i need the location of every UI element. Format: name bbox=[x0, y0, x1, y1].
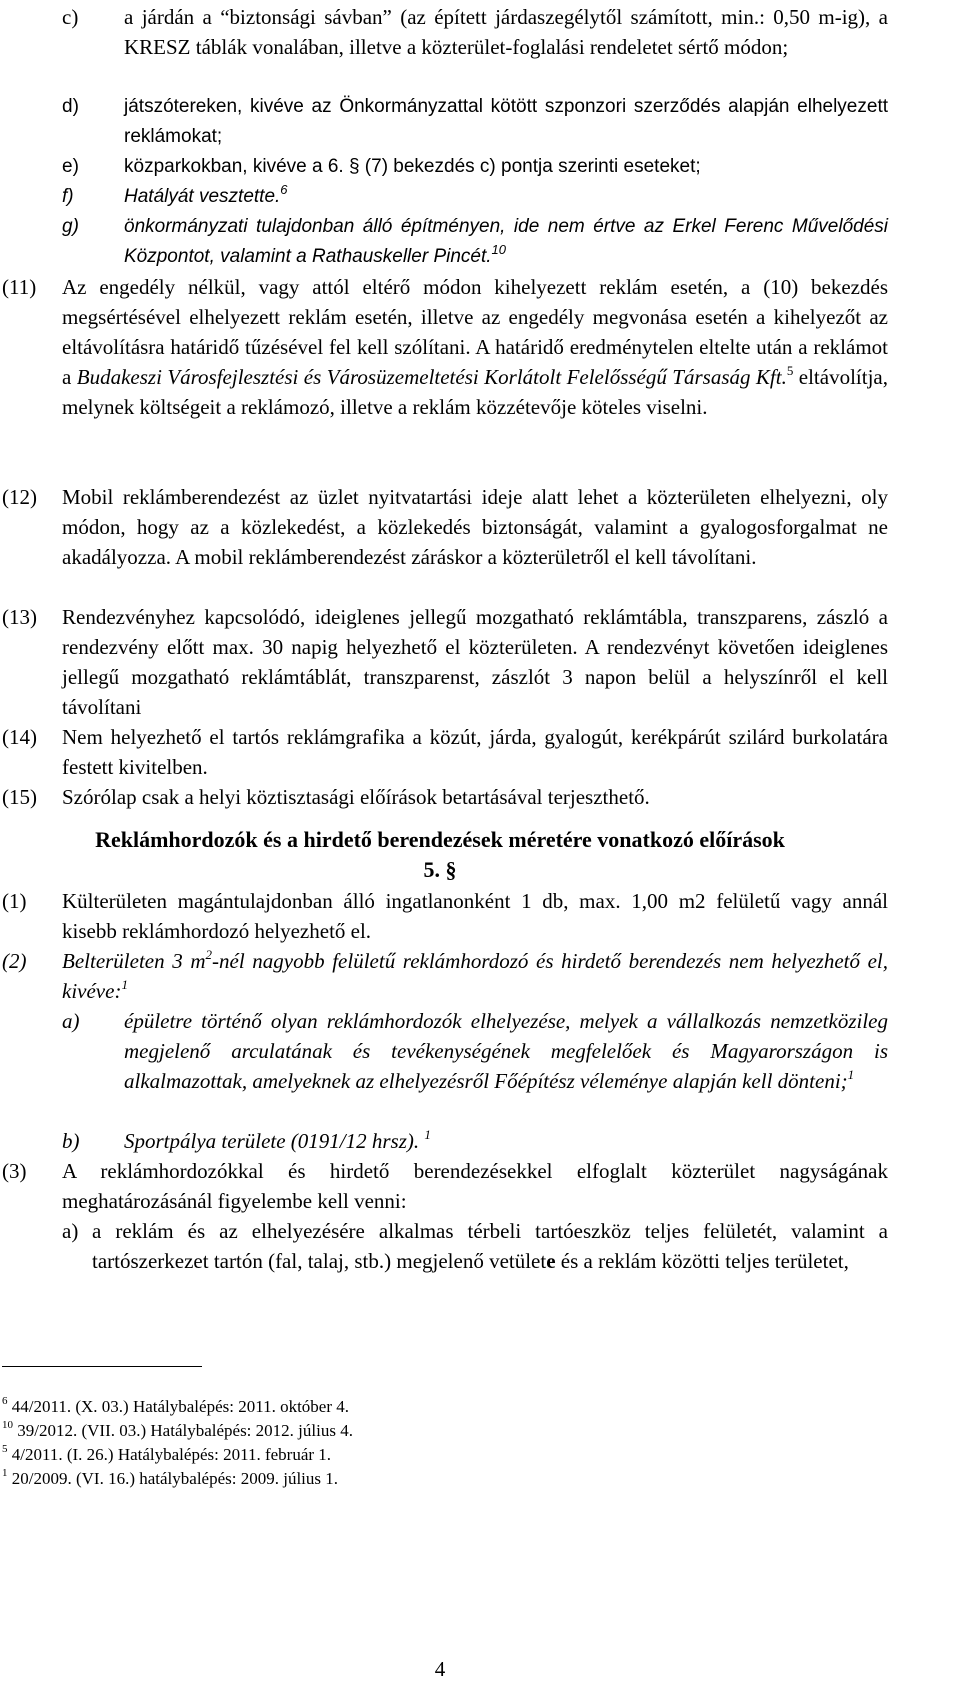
list-text: közparkokban, kivéve a 6. § (7) bekezdés c) pontja szerinti eseteket; bbox=[124, 156, 701, 177]
footnote-ref: 6 bbox=[280, 181, 288, 197]
footnote-ref: 10 bbox=[491, 241, 506, 257]
paragraph-label: (3) bbox=[2, 1159, 27, 1183]
footnote-ref: 5 bbox=[786, 363, 794, 378]
footnote: $^5$ 4/2011. (I. 26.) Hatálybalépés: 2011. február 1. bbox=[2, 1443, 332, 1464]
list-text: a reklám és az elhelyezésére alkalmas térbeli tartóeszköz teljes felületét, valamint a tartószerkezet tartón (fal, talaj, stb.) megjelenő vetülete és a reklám közötti teljes területet, bbox=[92, 1219, 888, 1273]
list-label: b) bbox=[62, 1129, 80, 1153]
list-text: önkormányzati tulajdonban álló építményen, ide nem értve az Erkel Ferenc Művelődési Központot, valamint a Rathauskeller Pincét.$^{10}$ bbox=[124, 216, 888, 267]
list-label: e) bbox=[62, 156, 79, 177]
section-number: 5. § bbox=[423, 857, 457, 882]
paragraph-text: Külterületen magántulajdonban álló ingatlanonként 1 db, max. 1,00 m2 felületű vagy annál kisebb reklámhordozó helyezhető el. bbox=[62, 889, 888, 943]
section-title: Reklámhordozók és a hirdető berendezések méretére vonatkozó előírások bbox=[95, 827, 785, 852]
footnote-ref: 1 bbox=[424, 1127, 431, 1142]
paragraph-label: (1) bbox=[2, 889, 27, 913]
paragraph-text: Belterületen 3 $m^2$-nél nagyobb felületű reklámhordozó és hirdető berendezés nem helyezhető el, kivéve:$^1$ bbox=[62, 947, 888, 1003]
footnote-ref: 1 bbox=[847, 1067, 855, 1082]
footnote-ref: 1 bbox=[121, 977, 128, 992]
list-text: a járdán a “biztonsági sávban” (az épített járdaszegélytől számított, min.: 0,50 m-ig), a KRESZ táblák vonalában, illetve a közterület-foglalási rendeletet sértő módon; bbox=[124, 5, 888, 59]
superscript: 2 bbox=[205, 947, 213, 962]
list-label: d) bbox=[62, 96, 79, 117]
paragraph-text: Szórólap csak a helyi köztisztasági előírások betartásával terjeszthető. bbox=[62, 785, 650, 809]
paragraph-label: (15) bbox=[2, 785, 37, 809]
page-number: 4 bbox=[434, 1657, 446, 1681]
paragraph-label: (2) bbox=[2, 949, 27, 973]
paragraph-text: A reklámhordozókkal és hirdető berendezésekkel elfoglalt közterület nagyságának meghatározásánál figyelembe kell venni: bbox=[62, 1159, 888, 1213]
list-label: f) bbox=[62, 186, 74, 207]
list-text: Hatályát vesztette.$^6$ bbox=[124, 181, 288, 207]
paragraph-text: Mobil reklámberendezést az üzlet nyitvatartási ideje alatt lehet a közterületen elhelyezni, oly módon, hogy az a közlekedést, a közlekedés biztonságát, valamint a gyalogosforgalmat ne akadályozza. A mobil reklámberendezést záráskor a közterületről el kell távolítani. bbox=[62, 485, 888, 569]
paragraph-text: Rendezvényhez kapcsolódó, ideiglenes jellegű mozgatható reklámtábla, transzparens, zászló a rendezvény előtt max. 30 napig helyezhető el közterületen. A rendezvényt követően ideiglenes jellegű mozgatható reklámtáblát, transzparenst, zászlót 3 napon belül a helyszínről el kell távolítani bbox=[62, 605, 888, 719]
paragraph-label: (11) bbox=[2, 275, 37, 299]
footnote: $^1$ 20/2009. (VI. 16.) hatálybalépés: 2009. július 1. bbox=[2, 1467, 339, 1488]
list-text: épületre történő olyan reklámhordozók elhelyezése, melyek a vállalkozás nemzetközileg megjelenő arculatának és tevékenységének megfelelőek és Magyarországon is alkalmazottak, amelyeknek az elhelyezésről Főépítész véleménye alapján kell dönteni;$^1$ bbox=[124, 1009, 888, 1093]
footnote-separator bbox=[2, 1366, 202, 1367]
footnote: $^6$ 44/2011. (X. 03.) Hatálybalépés: 2011. október 4. bbox=[2, 1395, 350, 1416]
footnote: $^{10}$ 39/2012. (VII. 03.) Hatálybalépés: 2012. július 4. bbox=[2, 1419, 353, 1440]
list-label: c) bbox=[62, 5, 79, 29]
paragraph-label: (13) bbox=[2, 605, 37, 629]
paragraph-label: (14) bbox=[2, 725, 37, 749]
company-name: Budakeszi Városfejlesztési és Városüzemeltetési Korlátolt Felelősségű Társaság Kft. bbox=[76, 365, 787, 389]
list-label: g) bbox=[62, 216, 79, 237]
paragraph-text: Az engedély nélkül, vagy attól eltérő módon kihelyezett reklám esetén, a (10) bekezdés megsértésével elhelyezett reklám esetén, illetve az engedély megvonása esetén a kihelyezőt az eltávolításra határidő tűzésével fel kell szólítani. A határidő eredménytelen eltelte után a reklámot a Budakeszi Városfejlesztési és Városüzemeltetési Korlátolt Felelősségű Társaság Kft.$^5$ eltávolítja, melynek költségeit a reklámozó, illetve a reklám közzétevője köteles viselni. bbox=[62, 275, 888, 419]
list-text: Sportpálya területe (0191/12 hrsz). $^1$ bbox=[124, 1127, 431, 1153]
list-text: játszótereken, kivéve az Önkormányzattal kötött szponzori szerződés alapján elhelyezett reklámokat; bbox=[124, 96, 888, 147]
list-label: a) bbox=[62, 1219, 79, 1243]
paragraph-label: (12) bbox=[2, 485, 37, 509]
list-label: a) bbox=[62, 1009, 80, 1033]
paragraph-text: Nem helyezhető el tartós reklámgrafika a közút, járda, gyalogút, kerékpárút szilárd burkolatára festett kivitelben. bbox=[62, 725, 888, 779]
